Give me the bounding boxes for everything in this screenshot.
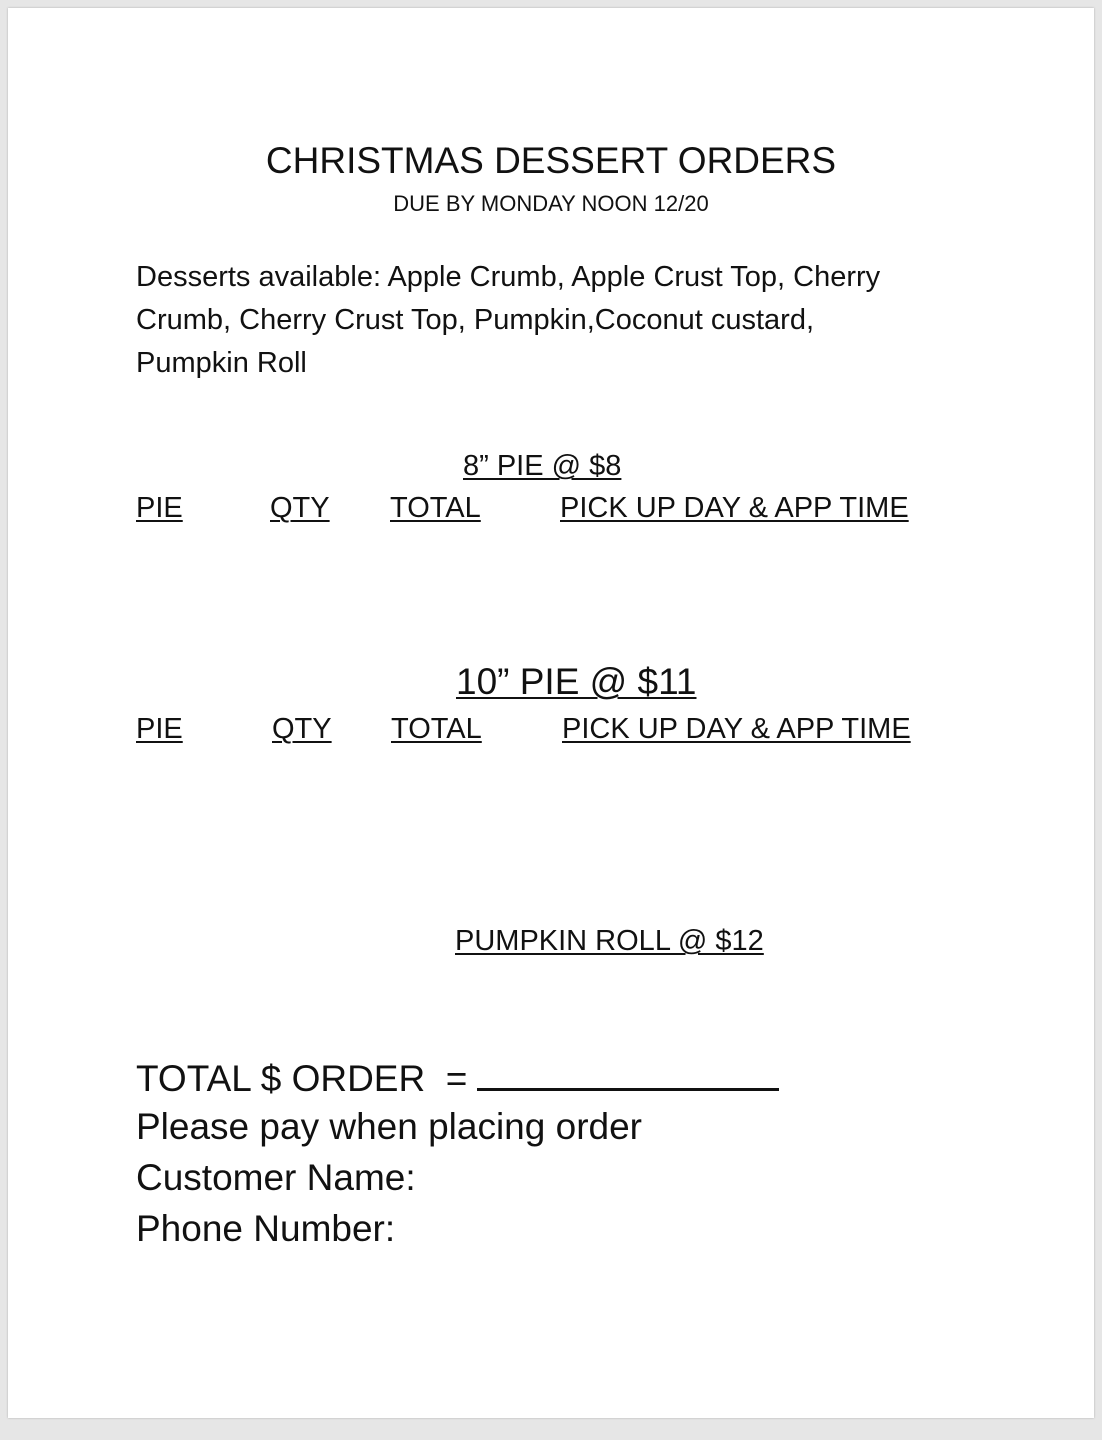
- pie10-col-total: TOTAL: [391, 713, 482, 745]
- pie8-col-pickup: PICK UP DAY & APP TIME: [560, 492, 909, 524]
- pie10-col-pickup: PICK UP DAY & APP TIME: [562, 713, 911, 745]
- desserts-line-2: Crumb, Cherry Crust Top, Pumpkin,Coconut custard,: [136, 304, 815, 336]
- phone-number-label: Phone Number:: [136, 1208, 396, 1249]
- pie8-col-pie: PIE: [136, 492, 183, 524]
- pay-note: Please pay when placing order: [136, 1106, 642, 1147]
- pie10-col-qty: QTY: [272, 713, 332, 745]
- pie10-col-pie: PIE: [136, 713, 183, 745]
- desserts-line-3: Pumpkin Roll: [136, 347, 307, 379]
- total-order-label: TOTAL $ ORDER =: [136, 1058, 468, 1099]
- desserts-line-1: Desserts available: Apple Crumb, Apple Crust Top, Cherry: [136, 261, 881, 293]
- due-date: DUE BY MONDAY NOON 12/20: [393, 191, 709, 216]
- pie8-col-qty: QTY: [270, 492, 330, 524]
- pie8-col-total: TOTAL: [390, 492, 481, 524]
- customer-name-label: Customer Name:: [136, 1157, 416, 1198]
- pie8-heading: 8” PIE @ $8: [463, 450, 622, 482]
- total-order-line: [136, 1056, 779, 1097]
- page-title: CHRISTMAS DESSERT ORDERS: [265, 140, 837, 181]
- desserts-available: [136, 256, 996, 385]
- total-order-blank[interactable]: [477, 1056, 779, 1091]
- pumpkin-roll-heading: PUMPKIN ROLL @ $12: [455, 925, 764, 957]
- pie10-heading: 10” PIE @ $11: [456, 661, 697, 702]
